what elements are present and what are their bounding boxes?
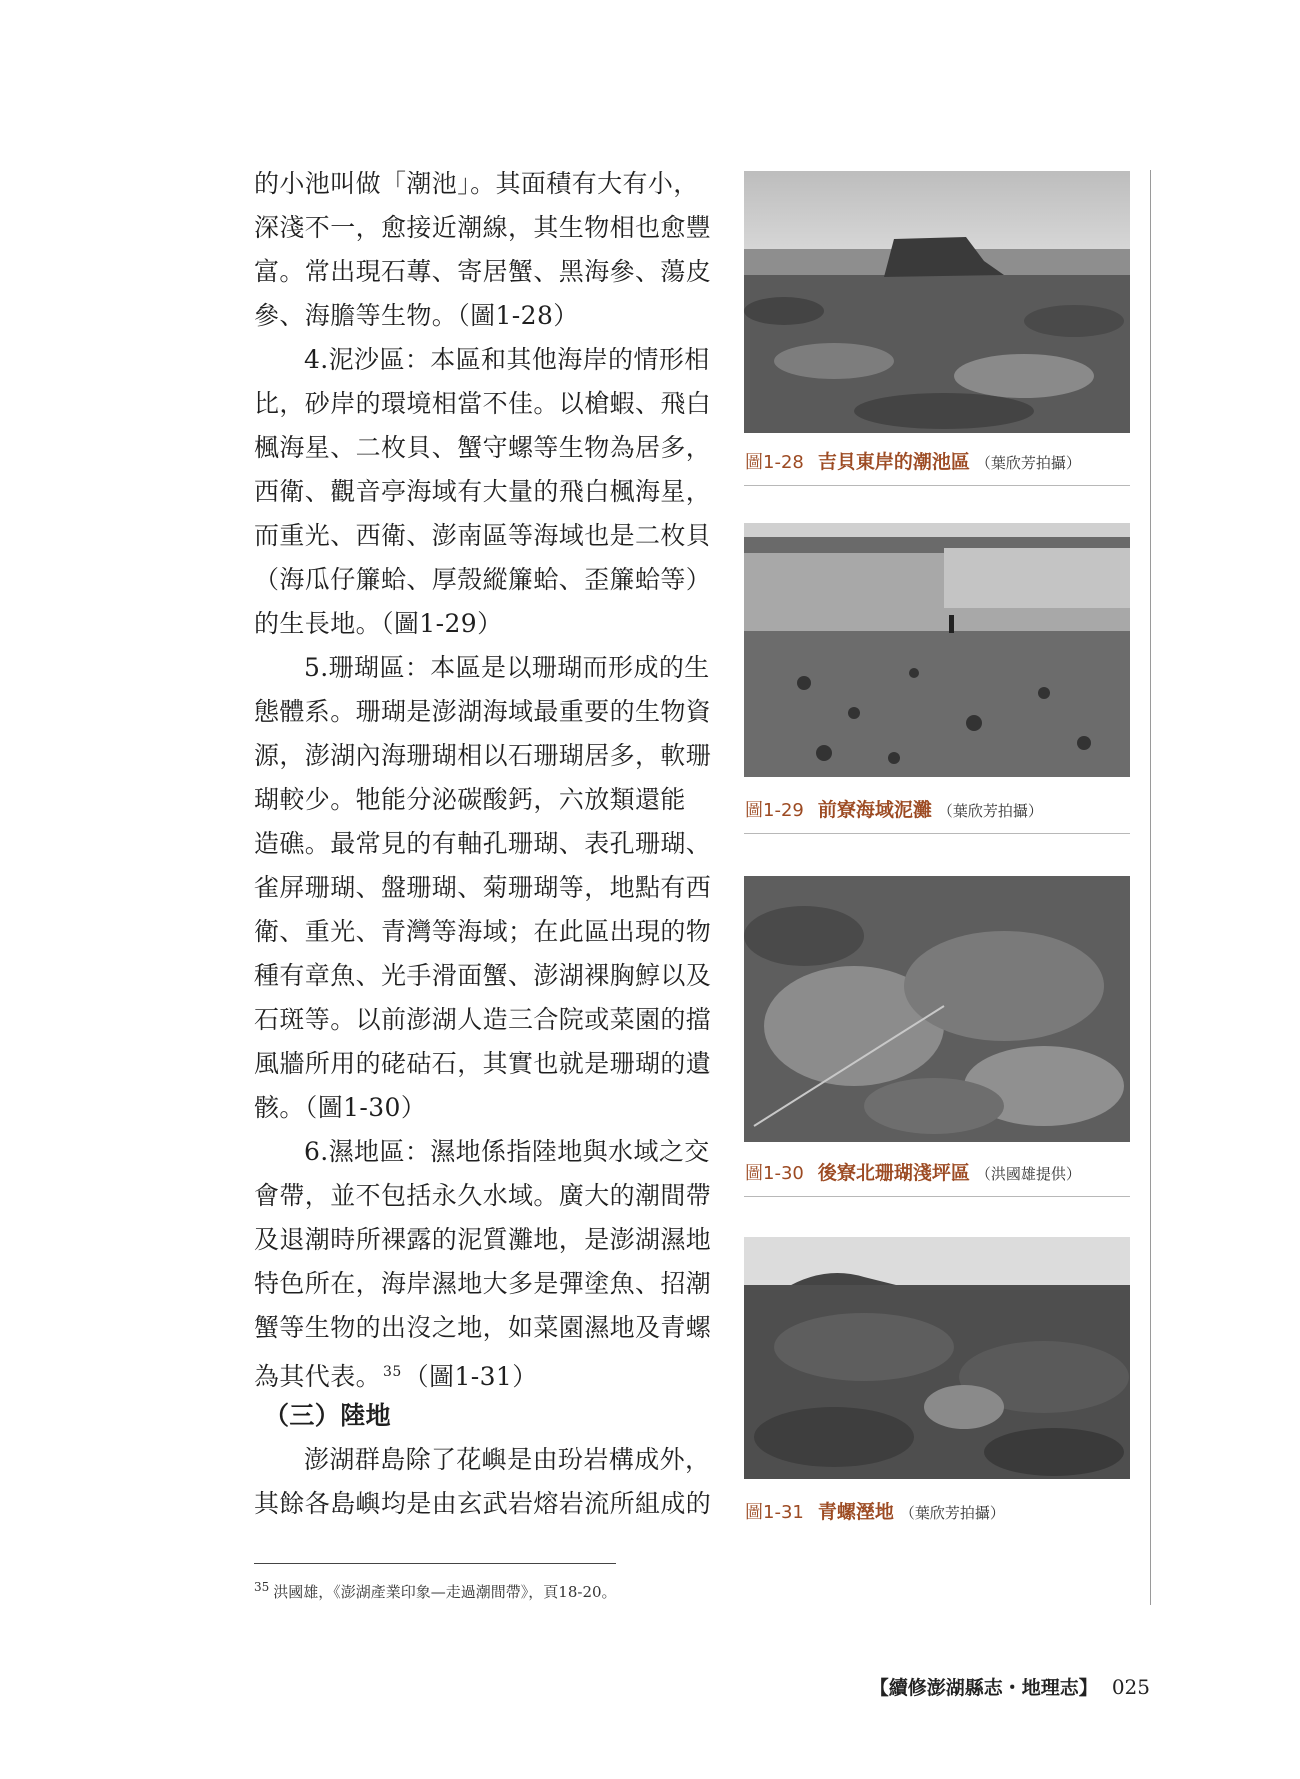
text-line: 蟹等生物的出沒之地，如菜園濕地及青螺	[254, 1313, 712, 1342]
text-line: 楓海星、二枚貝、蟹守螺等生物為居多，	[254, 433, 712, 462]
text-line: 6.濕地區：濕地係指陸地與水域之交	[304, 1137, 710, 1166]
figure-credit: （葉欣芳拍攝）	[937, 802, 1043, 820]
text-line: 衛、重光、青灣等海域；在此區出現的物	[254, 917, 712, 946]
figure-title: 前寮海域泥灘	[817, 799, 932, 821]
text-line: 瑚較少。牠能分泌碳酸鈣，六放類還能	[254, 785, 686, 814]
text-line: （海瓜仔簾蛤、厚殼縱簾蛤、歪簾蛤等）	[254, 565, 712, 594]
text-line: 5.珊瑚區：本區是以珊瑚而形成的生	[304, 653, 710, 682]
text-line: 而重光、西衛、澎南區等海域也是二枚貝	[254, 521, 712, 550]
text-line: 比，砂岸的環境相當不佳。以槍蝦、飛白	[254, 389, 712, 418]
text-line: 特色所在，海岸濕地大多是彈塗魚、招潮	[254, 1269, 712, 1298]
figure-photo-tidepool	[744, 171, 1130, 433]
figure-number: 圖1-30	[745, 1163, 804, 1184]
text-line: 澎湖群島除了花嶼是由玢岩構成外，	[304, 1445, 711, 1474]
book-title: 【續修澎湖縣志・地理志】	[869, 1677, 1098, 1699]
column-divider	[1150, 170, 1151, 1605]
figure-caption	[745, 795, 1135, 822]
figure-credit: （洪國雄提供）	[975, 1165, 1081, 1183]
figure-title: 吉貝東岸的潮池區	[817, 451, 970, 473]
footnote-number: 35	[254, 1580, 270, 1594]
figure-number: 圖1-28	[745, 452, 804, 473]
text-line: 骸。（圖1-30）	[254, 1093, 427, 1122]
footnote-divider	[254, 1563, 616, 1564]
figure-title: 青螺溼地	[817, 1501, 894, 1523]
text-line: 其餘各島嶼均是由玄武岩熔岩流所組成的	[254, 1489, 712, 1518]
text-line: 石斑等。以前澎湖人造三合院或菜園的擋	[254, 1005, 712, 1034]
figure-caption	[745, 1158, 1135, 1185]
section-heading: （三）陸地	[264, 1401, 392, 1430]
figure-credit: （葉欣芳拍攝）	[899, 1504, 1005, 1522]
figure-photo-wetland	[744, 1237, 1130, 1479]
text-line: 的小池叫做「潮池」。其面積有大有小，	[254, 169, 699, 198]
caption-divider	[744, 1196, 1130, 1197]
figure-title: 後寮北珊瑚淺坪區	[817, 1162, 970, 1184]
text-line: 的生長地。（圖1-29）	[254, 609, 503, 638]
coral-photo-image	[744, 876, 1130, 1142]
text-line: 西衛、觀音亭海域有大量的飛白楓海星，	[254, 477, 712, 506]
text-line: 會帶，並不包括永久水域。廣大的潮間帶	[254, 1181, 712, 1210]
figure-photo-mudflat	[744, 523, 1130, 777]
caption-divider	[744, 833, 1130, 834]
figure-number: 圖1-29	[745, 800, 804, 821]
text-segment: 為其代表。	[254, 1362, 382, 1390]
figure-number: 圖1-31	[745, 1502, 804, 1523]
tidepool-photo-image	[744, 171, 1130, 433]
page-folio	[870, 1673, 1150, 1700]
text-line: 造礁。最常見的有軸孔珊瑚、表孔珊瑚、	[254, 829, 712, 858]
footnote-marker[interactable]: 35	[383, 1364, 402, 1380]
mudflat-photo-image	[744, 523, 1130, 777]
text-segment: （圖1-31）	[403, 1362, 538, 1390]
figure-caption	[745, 447, 1135, 474]
figure-photo-coral	[744, 876, 1130, 1142]
text-line: 種有章魚、光手滑面蟹、澎湖裸胸鯙以及	[254, 961, 712, 990]
main-text-column	[254, 166, 716, 1530]
wetland-photo-image	[744, 1237, 1130, 1479]
figure-caption	[745, 1497, 1135, 1524]
text-line: 深淺不一，愈接近潮線，其生物相也愈豐	[254, 213, 712, 242]
text-line	[254, 1354, 716, 1390]
footnote-text: 洪國雄，《澎湖產業印象—走過潮間帶》，頁18-20。	[273, 1583, 617, 1601]
footnote	[254, 1580, 617, 1602]
text-line: 及退潮時所裸露的泥質灘地，是澎湖濕地	[254, 1225, 712, 1254]
text-line: 富。常出現石蓴、寄居蟹、黑海參、蕩皮	[254, 257, 712, 286]
text-line: 源，澎湖內海珊瑚相以石珊瑚居多，軟珊	[254, 741, 712, 770]
text-line: 4.泥沙區：本區和其他海岸的情形相	[304, 345, 710, 374]
text-line: 參、海膽等生物。（圖1-28）	[254, 301, 579, 330]
text-line: 風牆所用的硓𥑮石，其實也就是珊瑚的遺	[254, 1049, 712, 1078]
text-line: 態體系。珊瑚是澎湖海域最重要的生物資	[254, 697, 712, 726]
text-line: 雀屏珊瑚、盤珊瑚、菊珊瑚等，地點有西	[254, 873, 712, 902]
caption-divider	[744, 485, 1130, 486]
page-number: 025	[1111, 1675, 1150, 1699]
figure-credit: （葉欣芳拍攝）	[975, 454, 1081, 472]
